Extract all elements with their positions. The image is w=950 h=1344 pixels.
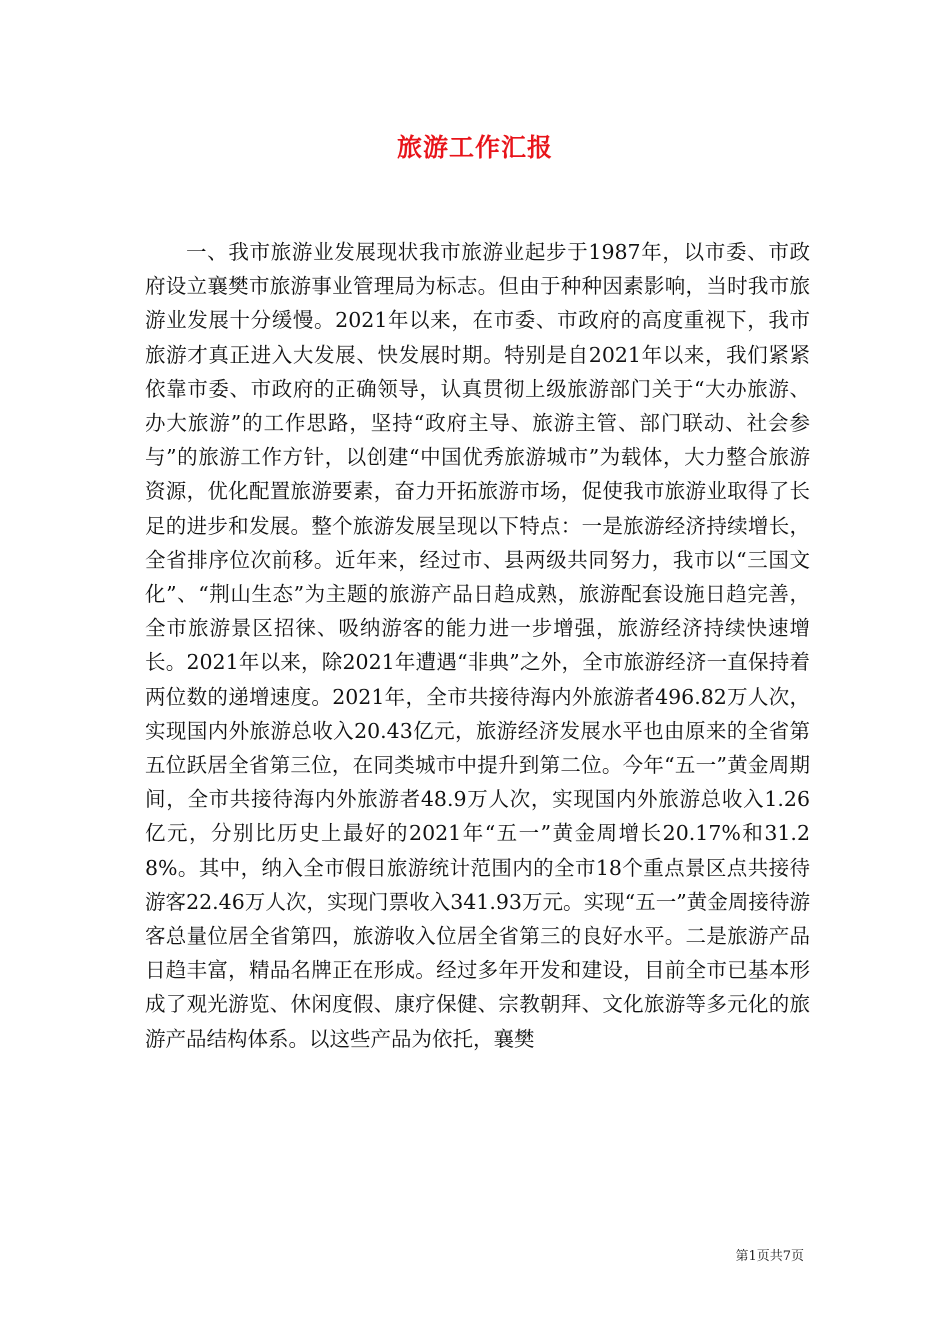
page-number-footer: 第1页共7页 <box>735 1249 804 1264</box>
body-paragraph: 一、我市旅游业发展现状我市旅游业起步于1987年，以市委、市政府设立襄樊市旅游事业管理局为标志。但由于种种因素影响，当时我市旅游业发展十分缓慢。2021年以来，在市委、市政府的高度重视下，我市旅游才真正进入大发展、快发展时期。特别是自2021年以来，我们紧紧依靠市委、市政府的正确领导，认真贯彻上级旅游部门关于“大办旅游、办大旅游”的工作思路，坚持“政府主导、旅游主管、部门联动、社会参与”的旅游工作方针，以创建“中国优秀旅游城市”为载体，大力整合旅游资源，优化配置旅游要素，奋力开拓旅游市场，促使我市旅游业取得了长足的进步和发展。整个旅游发展呈现以下特点：一是旅游经济持续增长，全省排序位次前移。近年来，经过市、县两级共同努力，我市以“三国文化”、“荆山生态”为主题的旅游产品日趋成熟，旅游配套设施日趋完善，全市旅游景区招徕、吸纳游客的能力进一步增强，旅游经济持续快速增长。2021年以来，除2021年遭遇“非典”之外，全市旅游经济一直保持着两位数的递增速度。2021年，全市共接待海内外旅游者496.82万人次，实现国内外旅游总收入20.43亿元，旅游经济发展水平也由原来的全省第五位跃居全省第三位，在同类城市中提升到第二位。今年“五一”黄金周期间，全市共接待海内外旅游者48.9万人次，实现国内外旅游总收入1.26亿元，分别比历史上最好的2021年“五一”黄金周增长20.17%和31.28%。其中，纳入全市假日旅游统计范围内的全市18个重点景区点共接待游客22.46万人次，实现门票收入341.93万元。实现“五一”黄金周接待游客总量位居全省第四，旅游收入位居全省第三的良好水平。二是旅游产品日趋丰富，精品名牌正在形成。经过多年开发和建设，目前全市已基本形成了观光游览、休闲度假、康疗保健、宗教朝拜、文化旅游等多元化的旅游产品结构体系。以这些产品为依托，襄樊 <box>145 240 810 1051</box>
document-title: 旅游工作汇报 <box>396 133 553 162</box>
